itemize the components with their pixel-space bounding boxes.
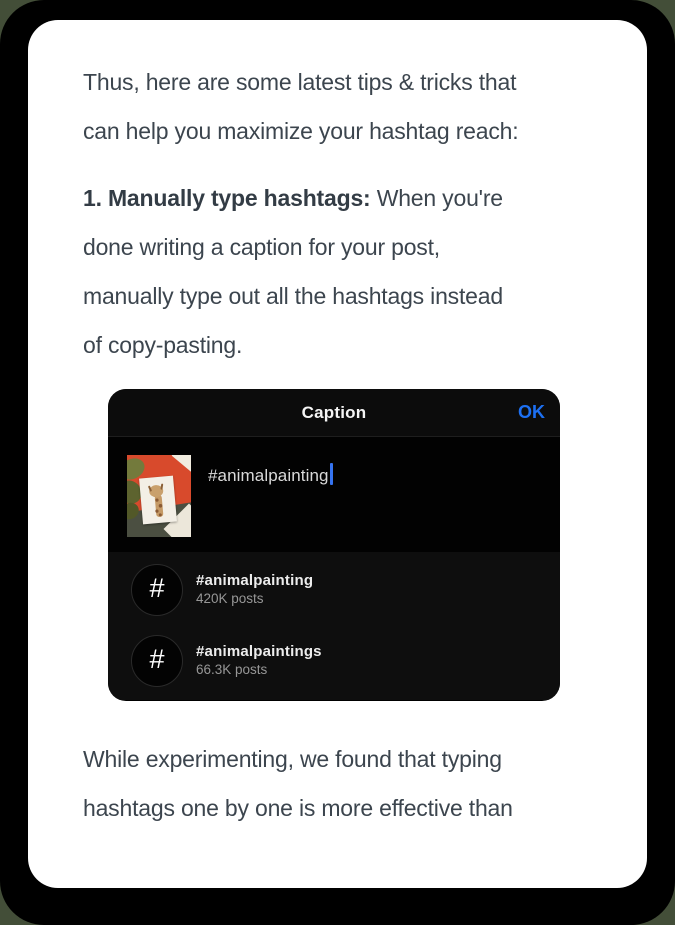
caption-input-value: #animalpainting bbox=[208, 466, 329, 485]
suggestion-tag: #animalpaintings bbox=[196, 643, 322, 660]
suggestion-count: 66.3K posts bbox=[196, 662, 268, 677]
hashtag-suggestions bbox=[108, 552, 560, 700]
intro-line-1: Thus, here are some latest tips & tricks that bbox=[83, 69, 517, 95]
article-card bbox=[28, 20, 647, 888]
tip-line-3: manually type out all the hashtags instead bbox=[83, 283, 503, 309]
intro-line-2: can help you maximize your hashtag reach: bbox=[83, 118, 519, 144]
modal-title: Caption bbox=[301, 402, 367, 422]
closing-line-1: While experimenting, we found that typing bbox=[83, 746, 502, 772]
ok-button[interactable]: OK bbox=[518, 389, 545, 436]
suggestion-text bbox=[196, 642, 322, 679]
hashtag-icon bbox=[131, 635, 183, 687]
tip-paragraph bbox=[83, 174, 592, 370]
closing-paragraph bbox=[83, 735, 592, 833]
giraffe-illustration bbox=[139, 476, 177, 525]
tip-line-4: of copy-pasting. bbox=[83, 332, 243, 358]
tip-heading: 1. Manually type hashtags: bbox=[83, 185, 371, 211]
caption-input-area[interactable] bbox=[108, 437, 560, 552]
suggestion-row-animalpaintings[interactable] bbox=[108, 625, 560, 696]
caption-modal-header bbox=[108, 389, 560, 437]
tip-line-1 bbox=[83, 174, 592, 223]
suggestion-text bbox=[196, 571, 313, 608]
text-caret bbox=[330, 463, 333, 485]
caption-text[interactable] bbox=[208, 463, 333, 552]
suggestion-tag: #animalpainting bbox=[196, 572, 314, 589]
suggestion-count: 420K posts bbox=[196, 591, 264, 606]
caption-modal bbox=[108, 389, 560, 701]
hash-glyph: # bbox=[149, 573, 165, 603]
hashtag-icon bbox=[131, 564, 183, 616]
intro-paragraph bbox=[83, 58, 592, 156]
hash-glyph: # bbox=[149, 644, 165, 674]
post-thumbnail[interactable] bbox=[127, 455, 191, 537]
suggestion-row-animalpainting[interactable] bbox=[108, 554, 560, 625]
paper-corner-shape bbox=[172, 455, 191, 472]
tip-line-2: done writing a caption for your post, bbox=[83, 234, 440, 260]
tip-line-1-rest: When you're bbox=[376, 185, 503, 211]
closing-line-2: hashtags one by one is more effective than bbox=[83, 795, 513, 821]
giraffe-painting bbox=[139, 476, 177, 525]
